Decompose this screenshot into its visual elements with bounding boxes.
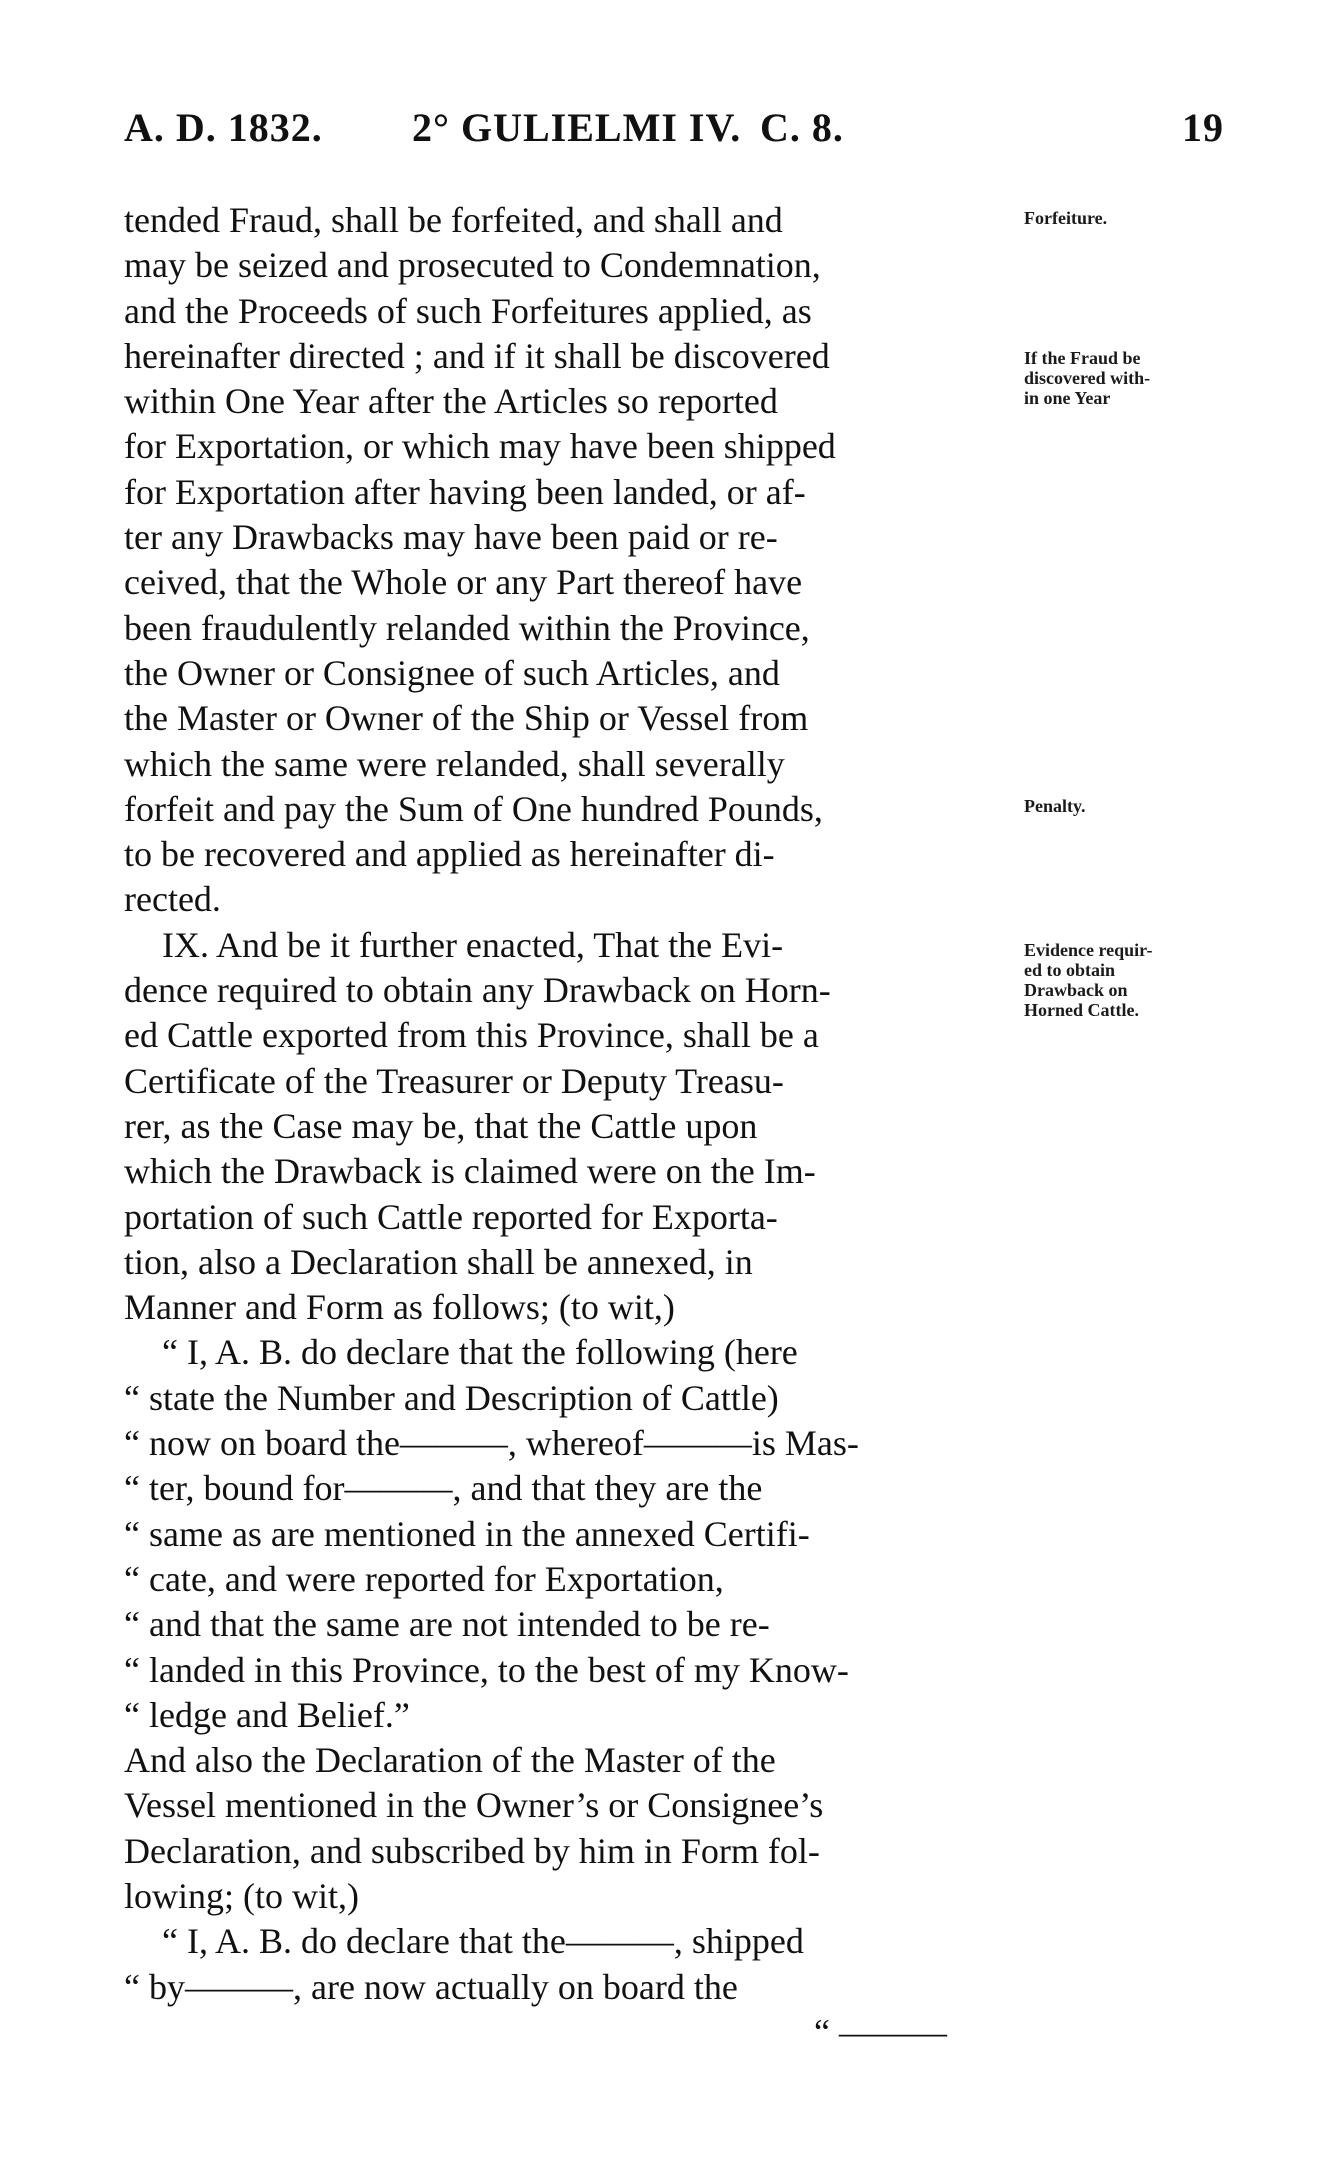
body-line: within One Year after the Articles so reported: [124, 381, 778, 422]
body-line: for Exportation, or which may have been shipped: [124, 426, 836, 467]
body-line: been fraudulently relanded within the Province,: [124, 607, 810, 648]
body-line: Declaration, and subscribed by him in Form fol-: [124, 1830, 820, 1871]
margin-note-line: discovered with-: [1024, 368, 1151, 388]
margin-note-forfeiture: [1024, 208, 1224, 228]
margin-note-line: Penalty.: [1024, 796, 1086, 816]
body-line: which the Drawback is claimed were on the Im-: [124, 1151, 816, 1192]
margin-note-penalty: [1024, 796, 1224, 816]
body-line: for Exportation after having been landed, or af-: [124, 471, 806, 512]
margin-note-line: Horned Cattle.: [1024, 1000, 1139, 1020]
body-line: dence required to obtain any Drawback on Horn-: [124, 970, 831, 1011]
declaration-form-line: “ I, A. B. do declare that the———, shipped: [162, 1921, 804, 1962]
running-header: [124, 104, 1224, 154]
body-line: ceived, that the Whole or any Part thereof have: [124, 562, 803, 603]
declaration-form-line: “ same as are mentioned in the annexed Certifi-: [124, 1513, 810, 1554]
header-reign: 2° GULIELMI IV.: [412, 105, 742, 150]
body-line: which the same were relanded, shall severally: [124, 743, 785, 784]
margin-note-line: Evidence requir-: [1024, 940, 1153, 960]
declaration-form-line: “ now on board the———, whereof———is Mas-: [124, 1423, 859, 1464]
statute-body-text: [124, 198, 1004, 2055]
declaration-form-line: “ by———, are now actually on board the: [124, 1966, 738, 2007]
body-line: And also the Declaration of the Master of the: [124, 1740, 776, 1781]
margin-note-line: ed to obtain: [1024, 960, 1116, 980]
declaration-form-line: “ ledge and Belief.”: [124, 1694, 410, 1735]
margin-note-evidence: [1024, 940, 1224, 1020]
body-line: ed Cattle exported from this Province, shall be a: [124, 1015, 819, 1056]
body-line: and the Proceeds of such Forfeitures applied, as: [124, 290, 812, 331]
body-line: Certificate of the Treasurer or Deputy Treasu-: [124, 1060, 784, 1101]
body-line: the Owner or Consignee of such Articles, and: [124, 652, 780, 693]
body-line: Vessel mentioned in the Owner’s or Consignee’s: [124, 1785, 824, 1826]
body-line: rected.: [124, 879, 221, 920]
declaration-form-line: “ state the Number and Description of Cattle): [124, 1377, 779, 1418]
body-line: forfeit and pay the Sum of One hundred Pounds,: [124, 788, 823, 829]
margin-note-fraud-discovered: [1024, 348, 1224, 408]
body-line: lowing; (to wit,): [124, 1875, 359, 1916]
declaration-form-line: “ I, A. B. do declare that the following (here: [162, 1332, 798, 1373]
body-line: to be recovered and applied as hereinafter di-: [124, 834, 775, 875]
margin-note-line: Drawback on: [1024, 980, 1128, 1000]
declaration-form-line: “ ter, bound for———, and that they are the: [124, 1468, 763, 1509]
body-line: may be seized and prosecuted to Condemnation,: [124, 245, 821, 286]
body-line: the Master or Owner of the Ship or Vessel from: [124, 698, 809, 739]
body-line: tion, also a Declaration shall be annexed, in: [124, 1241, 753, 1282]
catchword-line: “ ———: [814, 2011, 947, 2052]
margin-note-line: If the Fraud be: [1024, 348, 1141, 368]
declaration-form-line: “ landed in this Province, to the best of my Know-: [124, 1649, 849, 1690]
section-heading-line: IX. And be it further enacted, That the Evi-: [162, 924, 784, 965]
header-chapter: C. 8.: [760, 105, 844, 150]
body-line: rer, as the Case may be, that the Cattle upon: [124, 1105, 758, 1146]
body-line: portation of such Cattle reported for Exporta-: [124, 1196, 778, 1237]
body-line: tended Fraud, shall be forfeited, and shall and: [124, 200, 783, 240]
margin-note-line: Forfeiture.: [1024, 208, 1108, 228]
body-line: hereinafter directed ; and if it shall be discovered: [124, 335, 830, 376]
margin-note-line: in one Year: [1024, 388, 1111, 408]
page-number: 19: [1182, 105, 1224, 150]
declaration-form-line: “ and that the same are not intended to be re-: [124, 1604, 770, 1645]
declaration-form-line: “ cate, and were reported for Exportation,: [124, 1558, 724, 1599]
header-date: A. D. 1832.: [124, 105, 323, 150]
body-line: Manner and Form as follows; (to wit,): [124, 1287, 675, 1328]
body-line: ter any Drawbacks may have been paid or re-: [124, 517, 778, 558]
